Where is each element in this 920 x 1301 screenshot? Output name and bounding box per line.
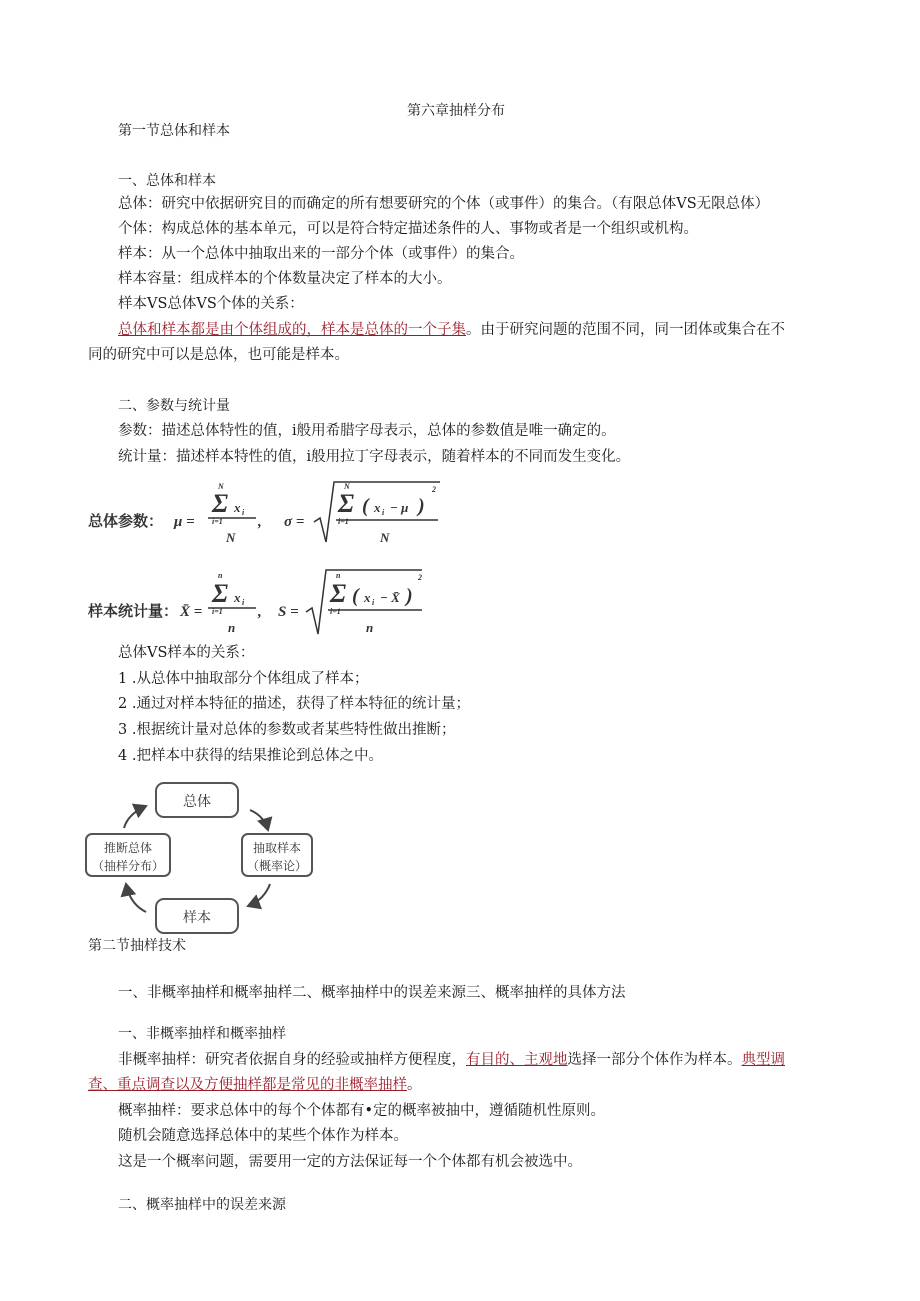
svg-text:i=1: i=1 [338,517,349,526]
node-sample-label: 样本 [183,910,211,926]
svg-text:x: x [234,500,241,515]
relation-step-3: 3 .根据统计量对总体的参数或者某些特性做出推断； [118,722,456,738]
population-formula [173,482,440,545]
nonprob-highlight-typical: 典型调 [741,1052,785,1068]
svg-text:n: n [228,620,236,635]
definition-statistic: 统计量：描述样本特性的值，i般用拉丁字母表示，随着样本的不同而发生变化。 [118,449,631,465]
nonprob-highlight-examples: 查、重点调查以及方便抽样都是常见的非概率抽样 [88,1077,407,1093]
svg-text:N: N [344,482,350,491]
nonprob-highlight-purposive: 有目的、主观地 [466,1052,568,1068]
svg-text:N: N [218,482,224,491]
prob-definition: 概率抽样：要求总体中的每个个体都有•定的概率被抽中，遵循随机性原则。 [118,1103,606,1119]
svg-text:,: , [258,514,262,530]
formula-pop-label: 总体参数： [88,512,164,530]
definition-sample: 样本：从一个总体中抽取出来的一部分个体（或事件）的集合。 [118,246,524,262]
formula-sample-label: 样本统计量： [88,602,179,620]
definition-population: 总体：研究中依据研究目的而确定的所有想要研究的个体（或事件）的集合。（有限总体VS无限总体） [118,196,770,212]
relation-step-4: 4 .把样本中获得的结果推论到总体之中。 [118,748,383,764]
node-infer-label-2: （抽样分布） [91,859,165,873]
svg-text:2: 2 [418,573,422,582]
nonprob-line-1 [118,1050,785,1070]
svg-text:Σ: Σ [338,489,355,518]
svg-text:(: ( [362,495,369,517]
section2-heading: 第二节抽样技术 [88,938,186,954]
definition-individual: 个体：构成总体的基本单元，可以是符合特定描述条件的人、事物或者是一个组织或机构。 [118,221,698,237]
svg-text:i: i [382,508,385,517]
svg-text:− μ: − μ [390,500,409,515]
sampling-cycle-diagram [84,780,316,938]
section1-heading: 第一节总体和样本 [118,123,230,139]
page-title: 第六章抽样分布 [407,103,505,119]
svg-text:μ =: μ = [174,514,195,530]
svg-text:σ =: σ = [284,514,305,530]
svg-text:i=1: i=1 [212,517,223,526]
svg-text:,: , [258,604,262,620]
nonprob-line-2 [88,1075,422,1095]
node-population-label: 总体 [183,794,211,810]
random-definition: 随机会随意选择总体中的某些个体作为样本。 [118,1128,408,1144]
arrow-right-bottom [248,884,270,906]
svg-text:i=1: i=1 [330,607,341,616]
nonprob-definition: 非概率抽样：研究者依据自身的经验或抽样方便程度， [118,1052,466,1068]
part2-heading: 二、参数与统计量 [118,398,230,414]
svg-text:Σ: Σ [212,489,229,518]
svg-text:i: i [242,508,245,517]
prob-issue: 这是一个概率问题，需要用一定的方法保证每一个个体都有机会被选中。 [118,1154,582,1170]
svg-text:x: x [234,590,241,605]
svg-text:x: x [364,590,371,605]
relation-step-2: 2 .通过对样本特征的描述，获得了样本特征的统计量； [118,696,470,712]
svg-text:): ) [406,585,413,607]
svg-text:Σ: Σ [212,579,229,608]
formula-image [88,478,458,638]
definition-sample-size: 样本容量：组成样本的个体数量决定了样本的大小。 [118,271,452,287]
svg-text:− X̄: − X̄ [380,590,400,605]
svg-text:x: x [374,500,381,515]
svg-text:i=1: i=1 [212,607,223,616]
relation-line-2: 同的研究中可以是总体，也可能是样本。 [88,347,349,363]
relation-step-1: 1 .从总体中抽取部分个体组成了样本； [118,671,369,687]
svg-text:n: n [336,571,341,580]
relation-line-1 [118,320,785,340]
svg-text:2: 2 [432,485,436,494]
svg-text:i: i [242,598,245,607]
section2-part1-heading: 一、非概率抽样和概率抽样 [118,1026,286,1042]
relation-heading: 样本VS总体VS个体的关系： [118,296,304,312]
node-draw-sample-label-1: 抽取样本 [252,841,302,855]
arrow-left-top [124,806,146,828]
node-infer-label-1: 推断总体 [103,841,153,855]
node-draw-sample-label-2: （概率论） [246,859,308,873]
section2-part2-heading: 二、概率抽样中的误差来源 [118,1197,286,1213]
svg-text:N: N [380,530,390,545]
svg-text:i: i [372,598,375,607]
section2-outline: 一、非概率抽样和概率抽样二、概率抽样中的误差来源三、概率抽样的具体方法 [118,985,626,1001]
svg-text:(: ( [352,585,359,607]
arrow-top-right [250,810,268,830]
svg-text:S =: S = [278,604,299,620]
svg-text:n: n [366,620,374,635]
nonprob-choice: 选择一部分个体作为样本。 [567,1052,742,1068]
svg-text:N: N [226,530,236,545]
relation-title: 总体VS样本的关系： [118,645,255,661]
sample-formula [179,570,422,635]
arrow-bottom-left [126,884,146,912]
definition-parameter: 参数：描述总体特性的值，i般用希腊字母表示，总体的参数值是唯一确定的。 [118,423,616,439]
nonprob-period: 。 [407,1077,422,1093]
svg-text:Σ: Σ [330,579,347,608]
relation-rest: 。由于研究问题的范围不同，同一团体或集合在不 [466,322,785,338]
svg-text:X̄ =: X̄ = [180,604,203,620]
part1-heading: 一、总体和样本 [118,173,216,189]
relation-highlight: 总体和样本都是由个体组成的，样本是总体的一个子集 [118,322,466,338]
svg-text:n: n [218,571,223,580]
svg-text:): ) [418,495,425,517]
